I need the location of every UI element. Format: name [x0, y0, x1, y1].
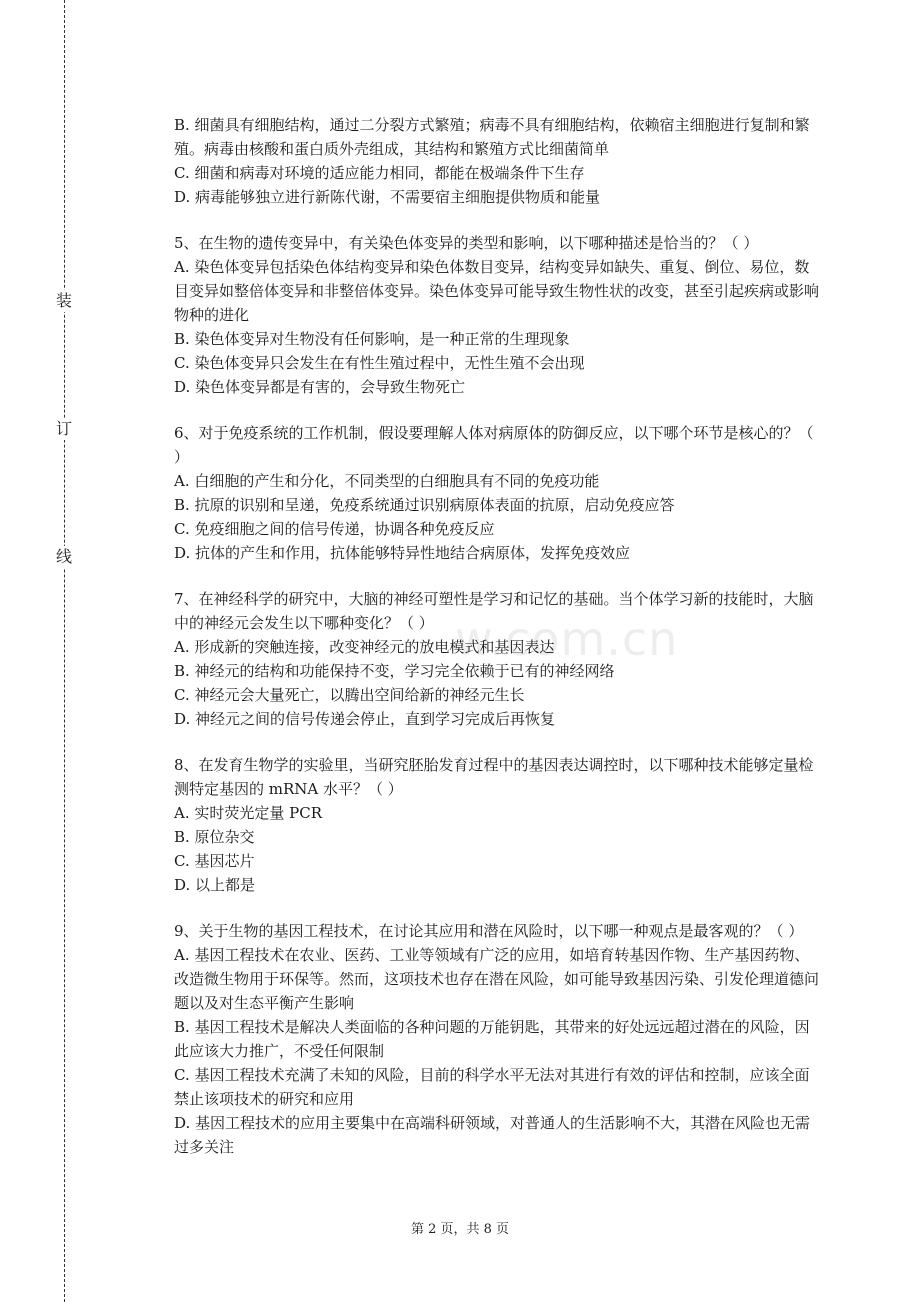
binding-label-ding: 订 [53, 418, 75, 440]
q6-option-d: D. 抗体的产生和作用，抗体能够特异性地结合病原体，发挥免疫效应 [174, 544, 631, 562]
q5-option-b: B. 染色体变异对生物没有任何影响，是一种正常的生理现象 [174, 330, 570, 348]
watermark: w.com.cn [455, 612, 679, 666]
binding-label-zhuang: 装 [53, 290, 75, 312]
q6-option-c: C. 免疫细胞之间的信号传递，协调各种免疫反应 [174, 520, 495, 538]
q9-option-a: A. 基因工程技术在农业、医药、工业等领域有广泛的应用，如培育转基因作物、生产基因药物、改造微生物用于环保等。然而，这项技术也存在潜在风险，如可能导致基因污染、引发伦理道德问题以及对生态平衡产生影响 [174, 946, 820, 1012]
question-8 [174, 753, 822, 897]
q7-option-c: C. 神经元会大量死亡，以腾出空间给新的神经元生长 [174, 686, 525, 704]
q4-option-c: C. 细菌和病毒对环境的适应能力相同，都能在极端条件下生存 [174, 164, 585, 182]
q9-stem: 9、关于生物的基因工程技术，在讨论其应用和潜在风险时，以下哪一种观点是最客观的？（ ） [174, 922, 804, 940]
q7-stem: 7、在神经科学的研究中，大脑的神经可塑性是学习和记忆的基础。当个体学习新的技能时，大脑中的神经元会发生以下哪种变化？（ ） [174, 590, 814, 632]
q9-option-b: B. 基因工程技术是解决人类面临的各种问题的万能钥匙，其带来的好处远远超过潜在的风险，因此应该大力推广，不受任何限制 [174, 1018, 810, 1060]
question-6 [174, 421, 822, 565]
q6-option-b: B. 抗原的识别和呈递，免疫系统通过识别病原体表面的抗原，启动免疫应答 [174, 496, 675, 514]
q7-option-d: D. 神经元之间的信号传递会停止，直到学习完成后再恢复 [174, 710, 556, 728]
q9-option-d: D. 基因工程技术的应用主要集中在高端科研领域，对普通人的生活影响不大，其潜在风险也无需过多关注 [174, 1114, 811, 1156]
page-footer: 第 2 页，共 8 页 [410, 1222, 510, 1237]
question-9 [174, 919, 822, 1159]
q7-option-b: B. 神经元的结构和功能保持不变，学习完全依赖于已有的神经网络 [174, 662, 615, 680]
binding-label-xian: 线 [53, 546, 75, 568]
q5-stem: 5、在生物的遗传变异中，有关染色体变异的类型和影响，以下哪种描述是恰当的？（ ） [174, 234, 759, 252]
q4-option-b: B. 细菌具有细胞结构，通过二分裂方式繁殖；病毒不具有细胞结构，依赖宿主细胞进行复制和繁殖。病毒由核酸和蛋白质外壳组成，其结构和繁殖方式比细菌简单 [174, 116, 810, 158]
q8-option-d: D. 以上都是 [174, 876, 256, 894]
q6-option-a: A. 白细胞的产生和分化，不同类型的白细胞具有不同的免疫功能 [174, 472, 600, 490]
question-4-continued [174, 113, 822, 209]
q4-option-d: D. 病毒能够独立进行新陈代谢，不需要宿主细胞提供物质和能量 [174, 188, 601, 206]
q5-option-a: A. 染色体变异包括染色体结构变异和染色体数目变异，结构变异如缺失、重复、倒位、易位，数目变异如整倍体变异和非整倍体变异。染色体变异可能导致生物性状的改变，甚至引起疾病或影响物种的进化 [174, 258, 820, 324]
binding-dashed-line [64, 0, 65, 1302]
q8-option-b: B. 原位杂交 [174, 828, 255, 846]
q8-stem: 8、在发育生物学的实验里，当研究胚胎发育过程中的基因表达调控时，以下哪种技术能够定量检测特定基因的 mRNA 水平？（ ） [174, 756, 814, 798]
question-5 [174, 231, 822, 399]
q6-stem: 6、对于免疫系统的工作机制，假设要理解人体对病原体的防御反应，以下哪个环节是核心的？（ ） [174, 424, 814, 466]
q8-option-a: A. 实时荧光定量 PCR [174, 804, 323, 822]
q9-option-c: C. 基因工程技术充满了未知的风险，目前的科学水平无法对其进行有效的评估和控制，应该全面禁止该项技术的研究和应用 [174, 1066, 810, 1108]
question-content [174, 113, 822, 1159]
q5-option-c: C. 染色体变异只会发生在有性生殖过程中，无性生殖不会出现 [174, 354, 585, 372]
q7-option-a: A. 形成新的突触连接，改变神经元的放电模式和基因表达 [174, 638, 555, 656]
q8-option-c: C. 基因芯片 [174, 852, 255, 870]
q5-option-d: D. 染色体变异都是有害的，会导致生物死亡 [174, 378, 466, 396]
question-7 [174, 587, 822, 731]
